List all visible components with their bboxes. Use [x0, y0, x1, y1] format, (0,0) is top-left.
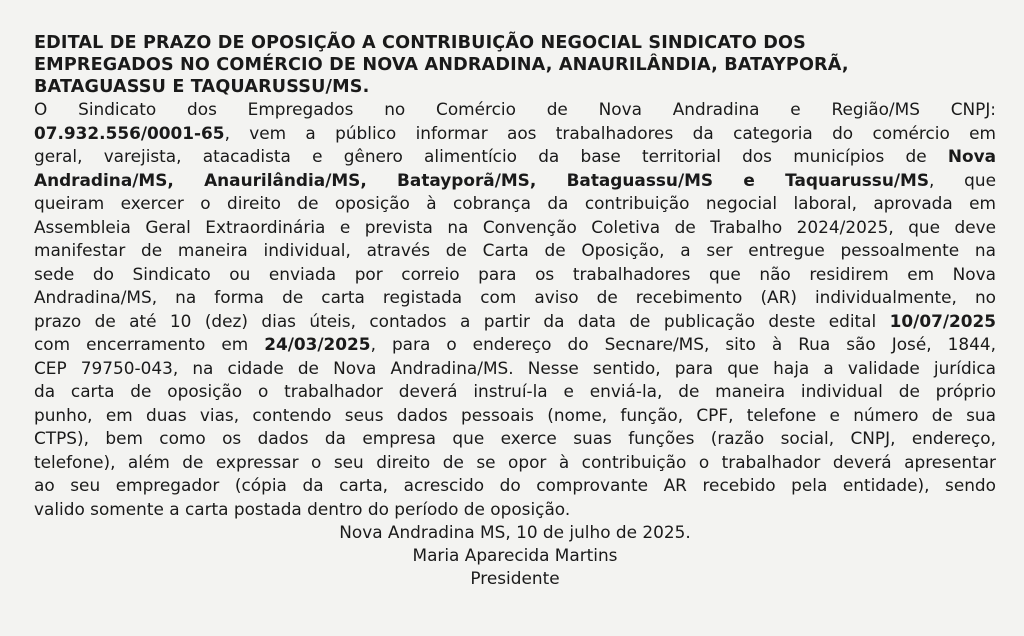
body-text: com encerramento em [34, 334, 265, 354]
signer-name: Maria Aparecida Martins [412, 545, 618, 565]
title-line-1: EDITAL DE PRAZO DE OPOSIÇÃO A CONTRIBUIÇÃO NEGOCIAL SINDICATO DOS [34, 33, 806, 53]
body-text: geral, varejista, atacadista e gênero alimentício da base territorial dos municípios de [34, 146, 948, 166]
body-text: Assembleia Geral Extraordinária e prevista na Convenção Coletiva de Trabalho 2024/2025, que deve [34, 216, 996, 237]
document-body [34, 98, 996, 521]
body-text: , que [929, 169, 997, 190]
body-text: CEP 79750-043, na cidade de Nova Andradina/MS. Nesse sentido, para que haja a validade jurídica [34, 357, 996, 378]
body-text: , para o endereço do Secnare/MS, sito à Rua são José, 1844, [370, 334, 996, 354]
body-line [34, 474, 996, 498]
body-text: da carta de oposição o trabalhador deverá instruí-la e enviá-la, de maneira individual de próprio [34, 381, 996, 401]
body-line [34, 192, 996, 216]
body-text: valido somente a carta postada dentro do período de oposição. [34, 498, 571, 519]
body-line [34, 498, 996, 522]
signer-role: Presidente [470, 568, 560, 588]
title-line-2: EMPREGADOS NO COMÉRCIO DE NOVA ANDRADINA, ANAURILÂNDIA, BATAYPORÃ, [34, 55, 849, 75]
body-line [34, 357, 996, 381]
title-line-3: BATAGUASSU E TAQUARUSSU/MS. [34, 77, 370, 97]
body-line [34, 239, 996, 263]
body-line [34, 122, 996, 146]
document-title [34, 32, 996, 98]
body-text: sede do Sindicato ou enviada por correio para os trabalhadores que não residirem em Nova [34, 263, 996, 284]
body-line [34, 380, 996, 404]
publication-date: 10/07/2025 [889, 310, 996, 331]
body-line [34, 286, 996, 310]
municipalities-list: Andradina/MS, Anaurilândia/MS, Batayporã/MS, Bataguassu/MS e Taquarussu/MS [34, 169, 930, 190]
place-date: Nova Andradina MS, 10 de julho de 2025. [339, 522, 691, 542]
body-text: prazo de até 10 (dez) dias úteis, contados a partir da data de publicação deste edital [34, 310, 890, 331]
signature-block [34, 521, 996, 590]
body-text: manifestar de maneira individual, através de Carta de Oposição, a ser entregue pessoalmente na [34, 240, 996, 260]
body-text: telefone), além de expressar o seu direito de se opor à contribuição o trabalhador deverá apresentar [34, 451, 996, 472]
body-line [34, 145, 996, 169]
body-line [34, 98, 996, 122]
body-line [34, 333, 996, 357]
body-text: ao seu empregador (cópia da carta, acrescido do comprovante AR recebido pela entidade), sendo [34, 475, 996, 495]
body-text: Andradina/MS, na forma de carta registada com aviso de recebimento (AR) individualmente, no [34, 287, 996, 307]
municipality-name: Nova [947, 146, 996, 166]
body-line [34, 427, 996, 451]
body-text: punho, em duas vias, contendo seus dados pessoais (nome, função, CPF, telefone e número de sua [34, 404, 996, 425]
body-line [34, 404, 996, 428]
body-text: , vem a público informar aos trabalhadores da categoria do comércio em [224, 122, 996, 143]
body-line [34, 216, 996, 240]
body-text: CTPS), bem como os dados da empresa que exerce suas funções (razão social, CNPJ, endereço, [34, 428, 996, 448]
body-line [34, 451, 996, 475]
body-line [34, 310, 996, 334]
closing-date: 24/03/2025 [264, 334, 371, 354]
body-line [34, 263, 996, 287]
cnpj-number: 07.932.556/0001-65 [34, 122, 225, 143]
body-text: queiram exercer o direito de oposição à cobrança da contribuição negocial laboral, aprovada em [34, 193, 996, 213]
body-line [34, 169, 996, 193]
body-text: O Sindicato dos Empregados no Comércio de Nova Andradina e Região/MS CNPJ: [34, 99, 996, 119]
